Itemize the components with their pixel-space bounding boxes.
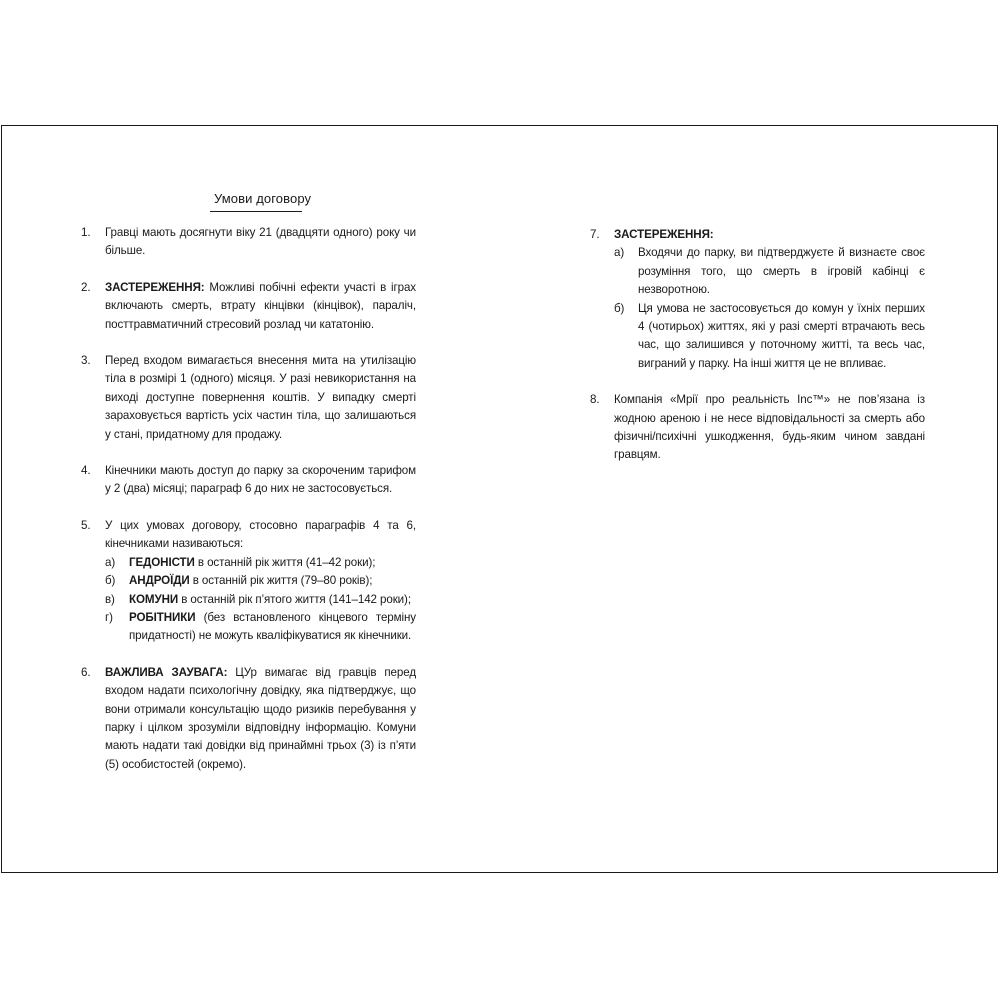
clause-8 (590, 391, 925, 465)
sub-item-b (614, 300, 925, 374)
sub-text: Ця умова не застосовується до комун у їхніх перших 4 (чотирьох) життях, які у разі смерті втрачають весь час, що залишився у поточному житті, та весь час, виграний у парку. На інші життя це не впливає. (638, 301, 925, 370)
title-underline (210, 211, 302, 212)
sub-term: АНДРОЇДИ (129, 574, 190, 588)
clause-text: Перед входом вимагається внесення мита на утилізацію тіла в розмірі 1 (одного) місяця. У разі невикористання на виході доступне повернення коштів. У випадку смерті зараховується вартість усіх частин тіла, що залишаються у стані, придатному для продажу. (105, 354, 416, 441)
clause-number: 3. (81, 354, 91, 368)
clause-text: Кінечники мають доступ до парку за скороченим тарифом у 2 (два) місяці; параграф 6 до них не застосовується. (105, 464, 416, 496)
clause-text: У цих умовах договору, стосовно параграфів 4 та 6, кінечниками називаються: (105, 518, 416, 551)
sub-item-d (105, 609, 416, 646)
left-column (81, 224, 416, 774)
clause-4 (81, 462, 416, 499)
clause-label: ЗАСТЕРЕЖЕННЯ: (105, 280, 205, 294)
sub-item-b (105, 572, 416, 590)
sub-text: в останній рік п’ятого життя (141–142 роки); (178, 592, 411, 606)
sub-letter: б) (614, 301, 625, 315)
clause-text: Гравці мають досягнути віку 21 (двадцяти одного) року чи більше. (105, 226, 416, 258)
sub-letter: в) (105, 592, 115, 606)
clause-6 (81, 664, 416, 774)
clause-number: 4. (81, 464, 91, 478)
clause-number: 6. (81, 665, 91, 679)
sub-term: ГЕДОНІСТИ (129, 555, 195, 569)
clause-text: Компанія «Мрії про реальність Inc™» не пов’язана із жодною ареною і не несе відповідальності за смерть або фізичні/психічні ушкодження, будь-яким чином завдані гравцям. (614, 393, 925, 462)
clause-number: 8. (590, 393, 600, 407)
clause-text: ЦУр вимагає від гравців перед входом надати психологічну довідку, яка підтверджує, що вони отримали консультацію щодо ризиків перебування у парку і цілком зрозуміли відповідну інформацію. Комуни мають надати такі довідки від принаймні трьох (3) із п’яти (5) особистостей (окремо). (105, 665, 416, 771)
page-spread (1, 125, 998, 873)
clause-3 (81, 352, 416, 444)
sub-letter: г) (105, 610, 113, 624)
clause-2 (81, 279, 416, 334)
sub-text: в останній рік життя (79–80 років); (189, 574, 373, 588)
sub-letter: а) (105, 555, 116, 569)
clause-number: 5. (81, 518, 91, 532)
clause-number: 1. (81, 226, 91, 239)
sub-text: (без встановленого кінцевого терміну придатності) не можуть кваліфікуватися як кінечники. (129, 610, 416, 643)
sub-text: в останній рік життя (41–42 роки); (194, 555, 376, 569)
clause-5 (81, 517, 416, 646)
page-title: Умови договору (214, 191, 312, 206)
clause-text: Можливі побічні ефекти участі в іграх включають смерть, втрату кінцівки (кінцівок), параліч, посттравматичний стресовий розлад чи кататонію. (105, 280, 416, 331)
clause-label: ВАЖЛИВА ЗАУВАГА: (105, 665, 228, 679)
sub-text: Входячи до парку, ви підтверджуєте й визнаєте своє розуміння того, що смерть в ігровій кабінці є незворотною. (638, 246, 925, 297)
clause-7 (590, 226, 925, 373)
clause-1 (81, 224, 416, 261)
clause-number: 2. (81, 280, 91, 294)
sub-term: РОБІТНИКИ (129, 610, 196, 624)
sub-letter: б) (105, 574, 116, 588)
clause-number: 7. (590, 228, 600, 241)
sub-item-c (105, 591, 416, 609)
sub-item-a (614, 244, 925, 299)
right-column (590, 226, 925, 465)
sub-item-a (105, 554, 416, 572)
sub-letter: а) (614, 246, 625, 260)
clause-label: ЗАСТЕРЕЖЕННЯ: (614, 228, 714, 241)
sub-term: КОМУНИ (129, 592, 179, 606)
